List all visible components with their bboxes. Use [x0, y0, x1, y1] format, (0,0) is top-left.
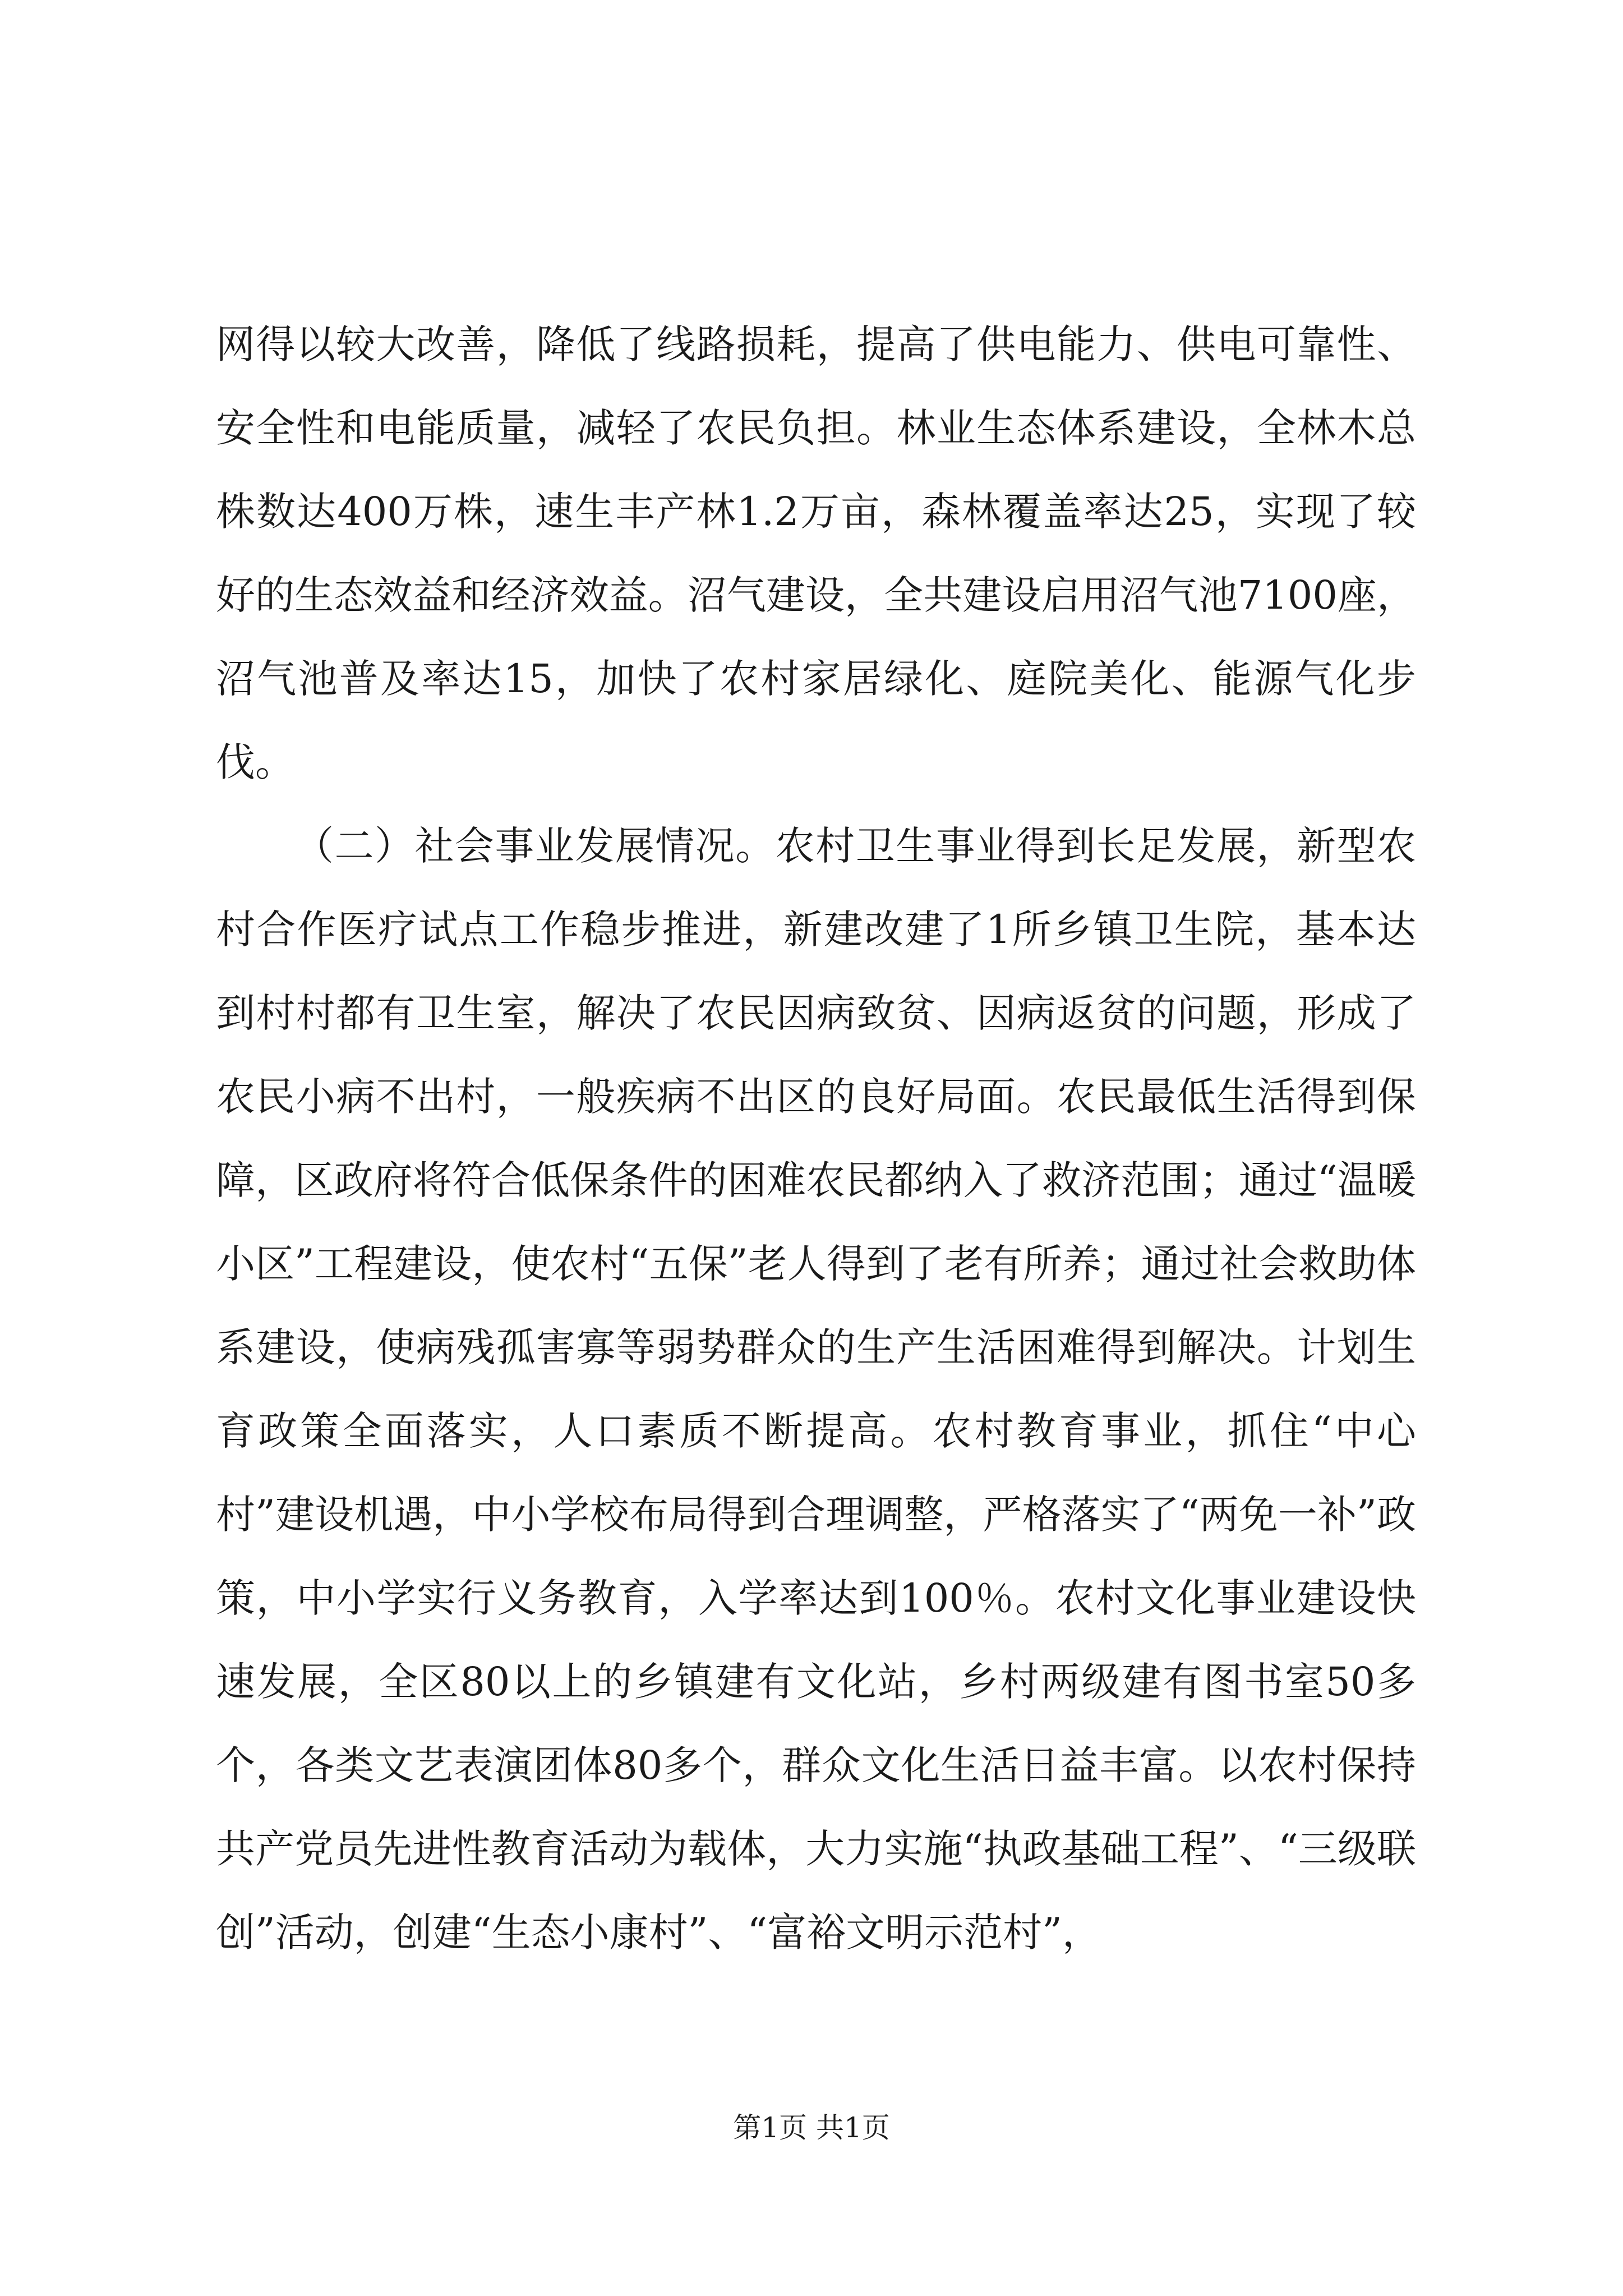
paragraph-infrastructure-continued: 网得以较大改善，降低了线路损耗，提高了供电能力、供电可靠性、安全性和电能质量，减轻了农民负担。林业生态体系建设，全林木总株数达400万株，速生丰产林1.2万亩，森林覆盖率达25，实现了较好的生态效益和经济效益。沼气建设，全共建设启用沼气池7100座，沼气池普及率达15，加快了农村家居绿化、庭院美化、能源气化步伐。: [216, 321, 1416, 785]
page-footer: 第1页 共1页: [733, 2111, 890, 2144]
document-body: [216, 303, 1416, 1975]
paragraph-social-development: （二）社会事业发展情况。农村卫生事业得到长足发展，新型农村合作医疗试点工作稳步推进，新建改建了1所乡镇卫生院，基本达到村村都有卫生室，解决了农民因病致贫、因病返贫的问题，形成了农民小病不出村，一般疾病不出区的良好局面。农民最低生活得到保障，区政府将符合低保条件的困难农民都纳入了救济范围；通过“温暖小区”工程建设，使农村“五保”老人得到了老有所养；通过社会救助体系建设，使病残孤害寡等弱势群众的生产生活困难得到解决。计划生育政策全面落实，人口素质不断提高。农村教育事业，抓住“中心村”建设机遇，中小学校布局得到合理调整，严格落实了“两免一补”政策，中小学实行义务教育，入学率达到100％。农村文化事业建设快速发展，全区80以上的乡镇建有文化站，乡村两级建有图书室50多个，各类文艺表演团体80多个，群众文化生活日益丰富。以农村保持共产党员先进性教育活动为载体，大力实施“执政基础工程”、“三级联创”活动，创建“生态小康村”、“富裕文明示范村”，: [216, 823, 1416, 1955]
